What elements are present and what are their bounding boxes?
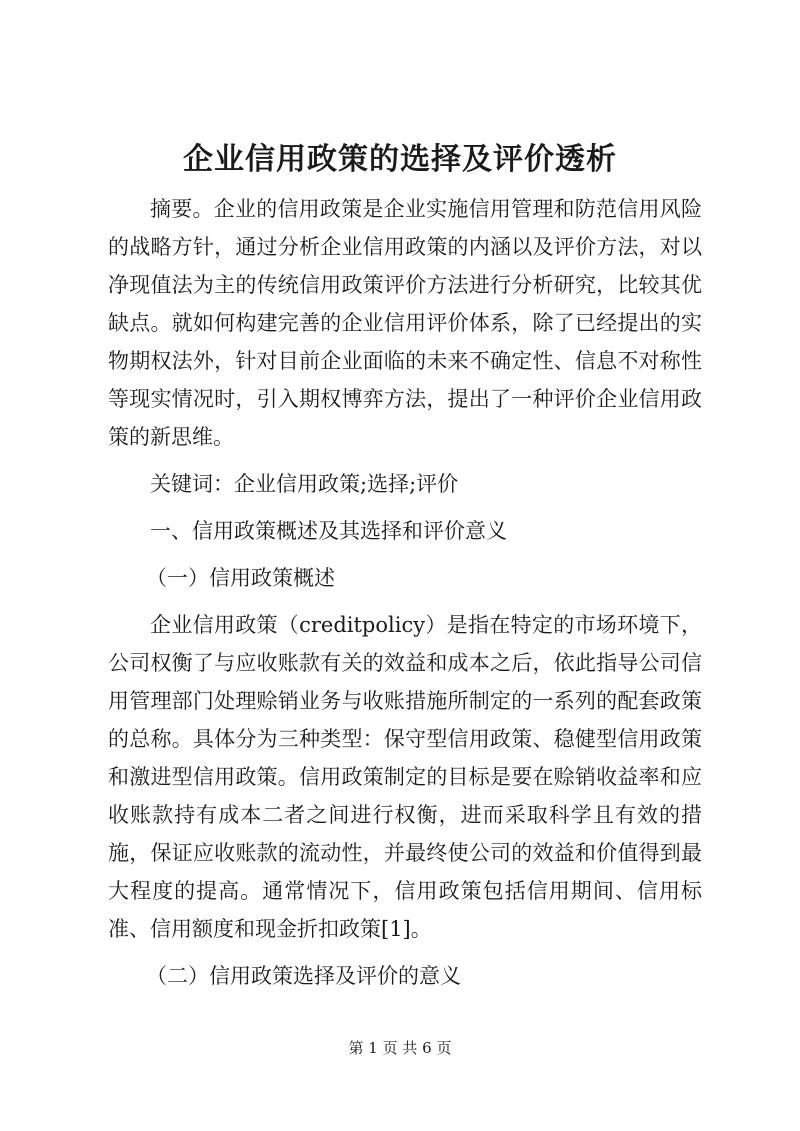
abstract-paragraph: 摘要。企业的信用政策是企业实施信用管理和防范信用风险的战略方针，通过分析企业信用政策的内涵以及评价方法，对以净现值法为主的传统信用政策评价方法进行分析研究，比较其优缺点。就如何构建完善的企业信用评价体系，除了已经提出的实物期权法外，针对目前企业面临的未来不确定性、信息不对称性等现实情况时，引入期权博弈方法，提出了一种评价企业信用政策的新思维。 <box>108 197 702 449</box>
keywords-paragraph: 关键词：企业信用政策;选择;评价 <box>150 472 459 496</box>
page-footer: 第 1 页 共 6 页 <box>348 1039 452 1057</box>
document-title: 企业信用政策的选择及评价透析 <box>183 142 617 177</box>
document-body <box>108 190 702 1004</box>
subsection-heading: （一）信用政策概述 <box>146 566 335 590</box>
section-heading: 一、信用政策概述及其选择和评价意义 <box>150 519 507 543</box>
subsection-heading: （二）信用政策选择及评价的意义 <box>146 964 461 988</box>
body-paragraph: 企业信用政策（creditpolicy）是指在特定的市场环境下，公司权衡了与应收账款有关的效益和成本之后，依此指导公司信用管理部门处理赊销业务与收账措施所制定的一系列的配套政策的总称。具体分为三种类型：保守型信用政策、稳健型信用政策和激进型信用政策。信用政策制定的目标是要在赊销收益率和应收账款持有成本二者之间进行权衡，进而采取科学且有效的措施，保证应收账款的流动性，并最终使公司的效益和价值得到最大程度的提高。通常情况下，信用政策包括信用期间、信用标准、信用额度和现金折扣政策[1]。 <box>108 613 702 941</box>
